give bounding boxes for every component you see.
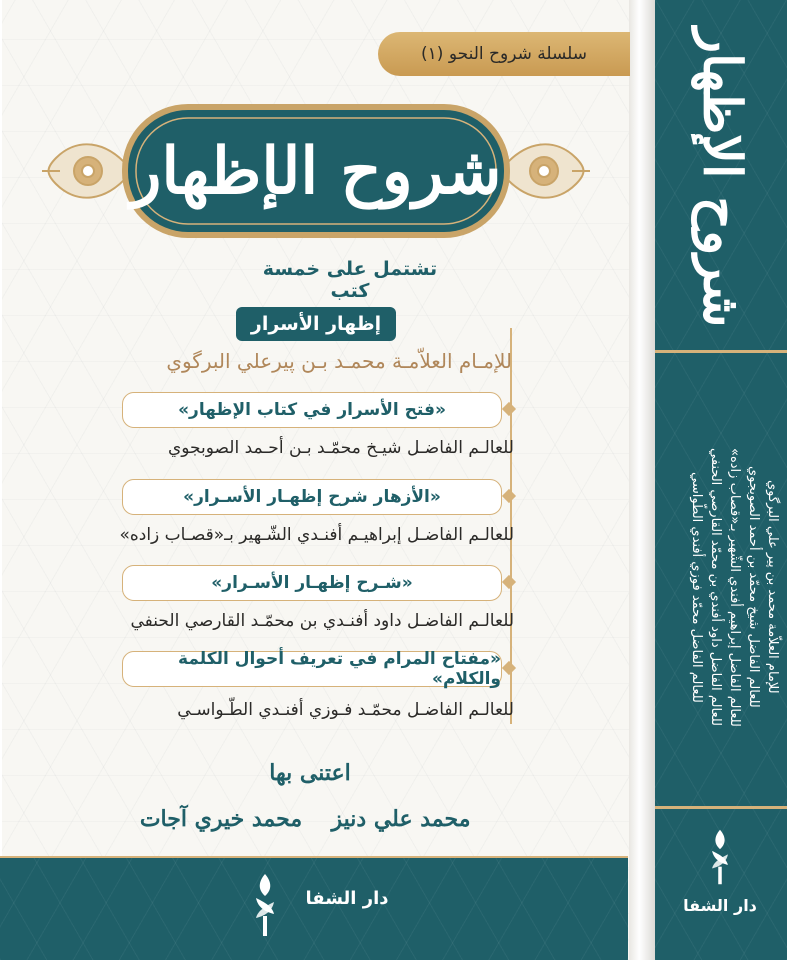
spine-author-4: للعالم الفاضل داود أفندي بن محمّد القارصي الحنفي xyxy=(708,448,723,727)
main-book-author: للإمـام العلاّمـة محمـد بـن پيرعلي البرگوي xyxy=(166,349,512,373)
commentary-title-2: «الأزهار شرح إظهـار الأسـرار» xyxy=(122,479,502,515)
spine-publisher-name: دار الشفا xyxy=(683,896,757,915)
spine-author-5: للعالم الفاضل محمّد فوزي أفندي الطّواسي xyxy=(689,471,704,703)
spine-divider xyxy=(655,350,787,353)
cover-edge xyxy=(629,0,655,960)
spine-title: شروح الإظهار xyxy=(691,28,753,328)
editors-label: اعتنى بها xyxy=(269,760,351,786)
spine-author-1: للإمام العلاّمة محمد بن پير علي البرگوي xyxy=(765,480,780,694)
commentary-author-1: للعالـم الفاضـل شيـخ محمّـد بـن أحـمد الصوبجوي xyxy=(167,438,514,458)
publisher-name: دار الشفا xyxy=(305,888,389,909)
spine-author-2: للعالم الفاضل شيخ محمّد بن أحمد الصوبجوي xyxy=(746,466,761,708)
publisher-logo-icon xyxy=(250,872,280,938)
spine-authors xyxy=(662,372,782,802)
editor-2: محمد خيري آجات xyxy=(139,806,303,832)
commentary-author-3: للعالـم الفاضـل داود أفنـدي بن محمّـد القارصي الحنفي xyxy=(130,611,514,631)
spine-author-3: للعالم الفاضل إبراهيم أفندي الشّهير بـ«قصاب زاده» xyxy=(727,447,742,727)
commentary-title-1: «فتح الأسرار في كتاب الإظهار» xyxy=(122,392,502,428)
book-title: شروح الإظهار xyxy=(130,133,502,209)
commentary-title-4: «مفتاح المرام في تعريف أحوال الكلمة والكلام» xyxy=(122,651,502,687)
subtitle: تشتمل على خمسة كتب xyxy=(262,258,438,302)
commentary-title-3: «شـرح إظهـار الأسـرار» xyxy=(122,565,502,601)
commentary-author-2: للعالـم الفاضـل إبراهيـم أفنـدي الشّـهير بـ«قصـاب زاده» xyxy=(119,525,514,545)
commentary-author-4: للعالـم الفاضـل محمّـد فـوزي أفنـدي الطّـواسـي xyxy=(177,700,514,720)
spine-publisher-logo-icon xyxy=(706,828,734,886)
editor-1: محمد علي دنيز xyxy=(331,806,471,832)
bottom-band xyxy=(0,858,628,960)
series-label: سلسلة شروح النحو (١) xyxy=(378,32,630,76)
main-book-title: إظهار الأسرار xyxy=(236,307,396,341)
spine-divider xyxy=(655,806,787,809)
